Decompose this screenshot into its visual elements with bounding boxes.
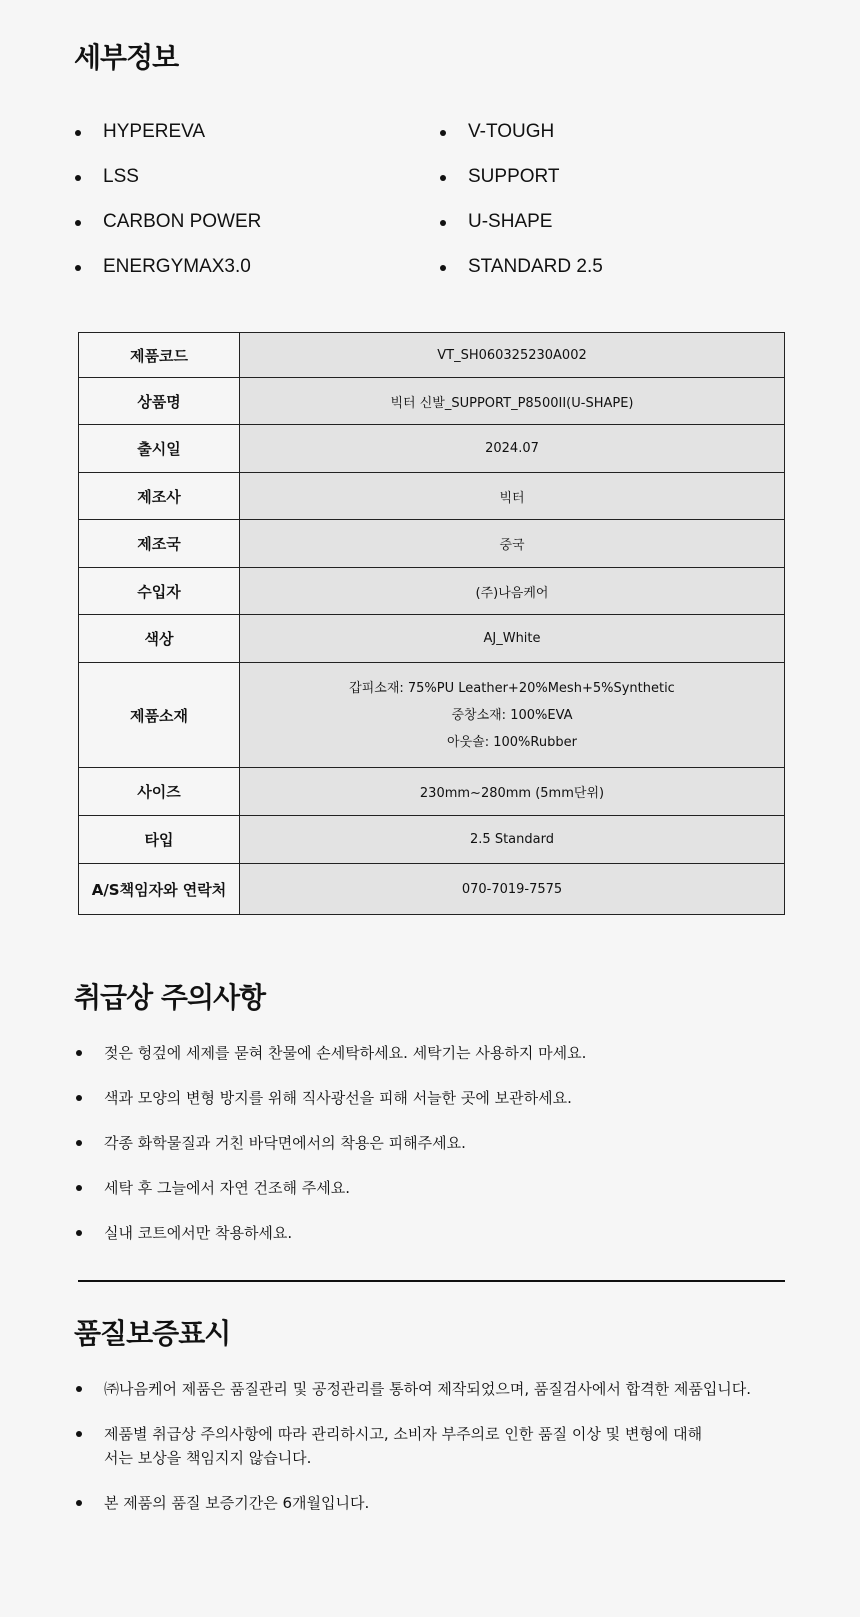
quality-title: 품질보증표시 — [74, 1317, 231, 1350]
spec-table — [78, 332, 785, 915]
feature-item: CARBON POWER — [74, 208, 439, 253]
list-item: 제품별 취급상 주의사항에 따라 관리하시고, 소비자 부주의로 인한 품질 이상 및 변형에 대해서는 보상을 책임지지 않습니다. — [74, 1422, 704, 1470]
feature-item: SUPPORT — [439, 163, 794, 208]
list-item: 각종 화학물질과 거친 바닥면에서의 착용은 피해주세요. — [74, 1131, 774, 1155]
spec-value: 빅터 — [240, 473, 785, 520]
spec-label: 제품코드 — [79, 333, 240, 378]
table-row — [79, 768, 785, 816]
list-item: 젖은 헝겊에 세제를 묻혀 찬물에 손세탁하세요. 세탁기는 사용하지 마세요. — [74, 1041, 774, 1065]
details-title: 세부정보 — [74, 41, 179, 74]
spec-label: 수입자 — [79, 568, 240, 615]
feature-item: HYPEREVA — [74, 118, 439, 163]
handling-list — [74, 1041, 774, 1266]
table-row — [79, 615, 785, 663]
list-item: 실내 코트에서만 착용하세요. — [74, 1221, 774, 1245]
spec-label: 색상 — [79, 615, 240, 663]
list-item: ㈜나음케어 제품은 품질관리 및 공정관리를 통하여 제작되었으며, 품질검사에서 합격한 제품입니다. — [74, 1377, 774, 1401]
feature-item: U-SHAPE — [439, 208, 794, 253]
table-row — [79, 663, 785, 768]
material-line: 갑피소재: 75%PU Leather+20%Mesh+5%Synthetic — [349, 680, 675, 696]
spec-value-multiline — [240, 663, 785, 768]
table-row — [79, 473, 785, 520]
table-row — [79, 378, 785, 425]
list-item: 본 제품의 품질 보증기간은 6개월입니다. — [74, 1491, 774, 1515]
table-row — [79, 864, 785, 915]
spec-label: 제조사 — [79, 473, 240, 520]
spec-value: 230mm~280mm (5mm단위) — [240, 768, 785, 816]
spec-label: 제조국 — [79, 520, 240, 568]
table-row — [79, 520, 785, 568]
table-row — [79, 568, 785, 615]
table-row — [79, 333, 785, 378]
feature-item: V-TOUGH — [439, 118, 794, 163]
feature-item: ENERGYMAX3.0 — [74, 253, 439, 298]
list-item: 세탁 후 그늘에서 자연 건조해 주세요. — [74, 1176, 774, 1200]
spec-value: 빅터 신발_SUPPORT_P8500II(U-SHAPE) — [240, 378, 785, 425]
list-item: 색과 모양의 변형 방지를 위해 직사광선을 피해 서늘한 곳에 보관하세요. — [74, 1086, 774, 1110]
table-row — [79, 425, 785, 473]
spec-label: 사이즈 — [79, 768, 240, 816]
spec-label: 상품명 — [79, 378, 240, 425]
feature-item: LSS — [74, 163, 439, 208]
table-row — [79, 816, 785, 864]
spec-label: A/S책임자와 연락처 — [79, 864, 240, 915]
material-line: 중창소재: 100%EVA — [451, 707, 573, 723]
material-line: 아웃솔: 100%Rubber — [447, 734, 577, 750]
handling-title: 취급상 주의사항 — [74, 981, 266, 1014]
section-divider — [78, 1280, 785, 1282]
feature-list — [74, 118, 794, 298]
spec-label: 출시일 — [79, 425, 240, 473]
spec-value: AJ_White — [240, 615, 785, 663]
spec-value: 070-7019-7575 — [240, 864, 785, 915]
spec-value: 2.5 Standard — [240, 816, 785, 864]
spec-label: 타입 — [79, 816, 240, 864]
feature-item: STANDARD 2.5 — [439, 253, 794, 298]
spec-label: 제품소재 — [79, 663, 240, 768]
spec-value: 2024.07 — [240, 425, 785, 473]
quality-list — [74, 1377, 774, 1536]
spec-value: 중국 — [240, 520, 785, 568]
spec-value: VT_SH060325230A002 — [240, 333, 785, 378]
spec-value: (주)나음케어 — [240, 568, 785, 615]
